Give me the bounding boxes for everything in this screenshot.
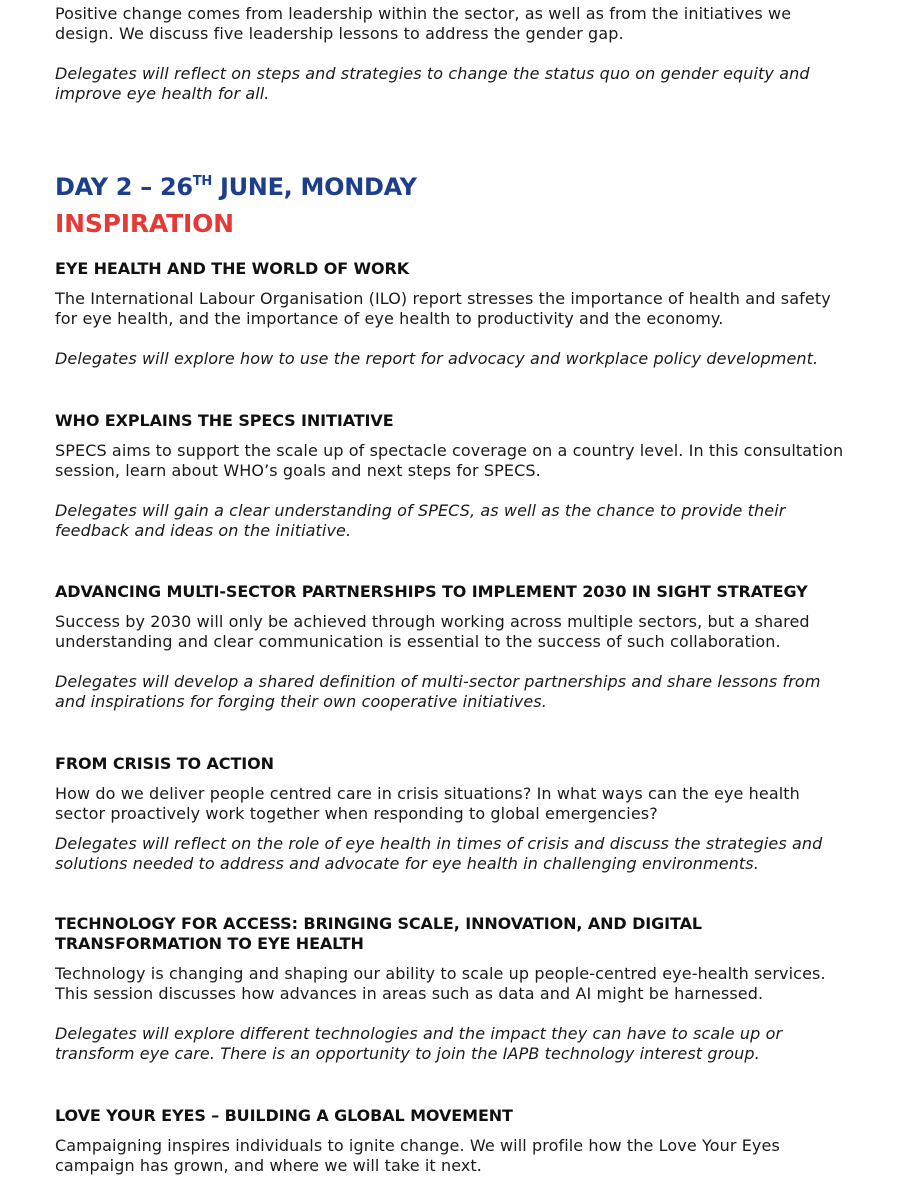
session-block <box>55 754 855 874</box>
intro-outcome: Delegates will reflect on steps and strategies to change the status quo on gender equity and improve eye health for all. <box>55 64 810 103</box>
session-block <box>55 1106 855 1176</box>
session-outcome: Delegates will explore how to use the report for advocacy and workplace policy development. <box>55 349 819 368</box>
session-block <box>55 582 855 712</box>
session-outcome: Delegates will reflect on the role of eye health in times of crisis and discuss the strategies and solutions needed to address and advocate for eye health in challenging environments. <box>55 834 823 873</box>
session-body: SPECS aims to support the scale up of spectacle coverage on a country level. In this consultation session, learn about WHO’s goals and next steps for SPECS. <box>55 441 844 480</box>
session-title: FROM CRISIS TO ACTION <box>55 754 274 773</box>
session-title: WHO EXPLAINS THE SPECS INITIATIVE <box>55 411 394 430</box>
day-title <box>55 172 855 202</box>
session-outcome: Delegates will explore different technologies and the impact they can have to scale up or transform eye care. There is an opportunity to join the IAPB technology interest group. <box>55 1024 783 1063</box>
day-title-ordinal: TH <box>192 174 212 189</box>
day-title-prefix: DAY 2 – 26 <box>55 173 193 201</box>
session-body: Technology is changing and shaping our ability to scale up people-centred eye-health services. This session discusses how advances in areas such as data and AI might be harnessed. <box>55 964 826 1003</box>
session-body: How do we deliver people centred care in crisis situations? In what ways can the eye health sector proactively work together when responding to global emergencies? <box>55 784 800 823</box>
session-outcome: Delegates will develop a shared definition of multi-sector partnerships and share lessons from and inspirations for forging their own cooperative initiatives. <box>55 672 821 711</box>
day-title-suffix: JUNE, MONDAY <box>211 173 417 201</box>
session-outcome: Delegates will gain a clear understanding of SPECS, as well as the chance to provide their feedback and ideas on the initiative. <box>55 501 786 540</box>
session-block <box>55 411 855 541</box>
theme-title: INSPIRATION <box>55 209 234 238</box>
session-body: Campaigning inspires individuals to ignite change. We will profile how the Love Your Eyes campaign has grown, and where we will take it next. <box>55 1136 780 1175</box>
day-header <box>55 172 855 240</box>
session-block <box>55 259 855 369</box>
intro-block <box>55 4 855 104</box>
session-body: The International Labour Organisation (ILO) report stresses the importance of health and safety for eye health, and the importance of eye health to productivity and the economy. <box>55 289 831 328</box>
session-title: EYE HEALTH AND THE WORLD OF WORK <box>55 259 410 278</box>
intro-body: Positive change comes from leadership within the sector, as well as from the initiatives we design. We discuss five leadership lessons to address the gender gap. <box>55 4 792 43</box>
session-body: Success by 2030 will only be achieved through working across multiple sectors, but a shared understanding and clear communication is essential to the success of such collaboration. <box>55 612 810 651</box>
session-title: ADVANCING MULTI-SECTOR PARTNERSHIPS TO IMPLEMENT 2030 IN SIGHT STRATEGY <box>55 582 808 601</box>
session-block <box>55 914 855 1064</box>
session-title: TECHNOLOGY FOR ACCESS: BRINGING SCALE, INNOVATION, AND DIGITAL TRANSFORMATION TO EYE HEALTH <box>55 914 702 953</box>
session-title: LOVE YOUR EYES – BUILDING A GLOBAL MOVEMENT <box>55 1106 513 1125</box>
